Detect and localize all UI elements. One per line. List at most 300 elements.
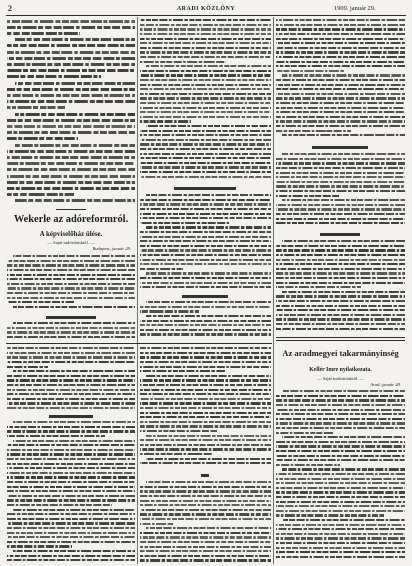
text-line bbox=[140, 171, 271, 173]
text-line bbox=[140, 134, 271, 136]
text-line bbox=[140, 306, 271, 308]
text-line bbox=[140, 320, 271, 322]
text-line bbox=[140, 157, 271, 159]
text-line bbox=[276, 413, 405, 415]
text-line bbox=[7, 430, 135, 432]
body-text bbox=[7, 254, 135, 312]
text-line bbox=[13, 421, 135, 423]
text-line bbox=[7, 32, 80, 35]
text-line bbox=[140, 402, 271, 404]
text-line bbox=[282, 436, 405, 438]
text-line bbox=[276, 501, 405, 503]
text-line bbox=[15, 199, 135, 202]
text-line bbox=[7, 88, 135, 91]
text-line bbox=[7, 361, 135, 363]
text-line bbox=[276, 130, 351, 132]
text-line bbox=[276, 445, 405, 447]
text-line bbox=[140, 166, 271, 168]
text-line bbox=[276, 318, 405, 320]
text-line bbox=[140, 555, 271, 557]
dateline: Budapest, január 28. bbox=[92, 246, 131, 251]
text-line bbox=[276, 409, 405, 411]
text-line bbox=[276, 277, 405, 279]
text-line bbox=[7, 336, 135, 338]
text-line bbox=[13, 322, 135, 324]
text-line bbox=[7, 297, 135, 299]
text-line bbox=[276, 162, 405, 164]
text-line bbox=[276, 167, 405, 169]
text-line bbox=[140, 249, 271, 251]
text-line bbox=[7, 536, 135, 538]
text-line bbox=[146, 481, 271, 483]
text-line bbox=[276, 272, 405, 274]
text-line bbox=[282, 519, 405, 521]
text-line bbox=[7, 119, 135, 122]
text-line bbox=[140, 84, 271, 86]
text-line bbox=[7, 402, 135, 404]
feuilleton-rule bbox=[6, 343, 272, 344]
text-line bbox=[140, 139, 271, 141]
text-line bbox=[276, 524, 405, 526]
text-line bbox=[7, 472, 135, 474]
section-subheading bbox=[312, 146, 368, 149]
text-line bbox=[140, 222, 229, 224]
text-line bbox=[282, 291, 405, 293]
text-line bbox=[7, 26, 135, 29]
text-line bbox=[7, 168, 135, 171]
text-line bbox=[146, 527, 271, 529]
text-line bbox=[7, 63, 135, 66]
text-line bbox=[276, 47, 405, 49]
text-line bbox=[7, 499, 135, 501]
text-line bbox=[7, 264, 135, 266]
text-line bbox=[276, 116, 405, 118]
body-text bbox=[7, 420, 135, 563]
text-line bbox=[7, 20, 135, 23]
text-line bbox=[140, 24, 271, 26]
text-line bbox=[140, 310, 199, 312]
text-line bbox=[276, 547, 405, 549]
text-line bbox=[276, 418, 405, 420]
text-line bbox=[140, 448, 271, 450]
text-line bbox=[7, 57, 135, 60]
body-text bbox=[7, 346, 135, 412]
text-line bbox=[276, 314, 405, 316]
text-line bbox=[140, 356, 271, 358]
body-text bbox=[140, 18, 271, 183]
text-line bbox=[276, 28, 405, 30]
text-line bbox=[7, 435, 105, 437]
text-line bbox=[140, 19, 271, 21]
article-separator bbox=[56, 209, 86, 210]
text-line bbox=[7, 51, 135, 54]
text-line bbox=[140, 324, 271, 326]
text-line bbox=[140, 213, 271, 215]
text-line bbox=[7, 269, 135, 271]
text-line bbox=[7, 156, 135, 159]
text-line bbox=[13, 440, 135, 442]
text-line bbox=[140, 51, 271, 53]
text-line bbox=[276, 176, 405, 178]
body-text bbox=[140, 193, 271, 291]
section-subheading bbox=[46, 316, 96, 319]
text-line bbox=[7, 453, 135, 455]
column-divider bbox=[137, 17, 138, 564]
text-line bbox=[140, 203, 271, 205]
headline: Az aradmegyei takarmányinség bbox=[282, 348, 399, 358]
text-line bbox=[140, 70, 271, 72]
text-line bbox=[13, 509, 135, 511]
text-line bbox=[140, 97, 271, 99]
text-line bbox=[140, 245, 271, 247]
text-line bbox=[7, 467, 135, 469]
text-line bbox=[140, 393, 271, 395]
text-line bbox=[140, 559, 271, 561]
text-line bbox=[276, 102, 405, 104]
text-line bbox=[7, 69, 135, 72]
text-line bbox=[140, 277, 271, 279]
text-line bbox=[7, 352, 135, 354]
text-line bbox=[276, 125, 405, 127]
text-line bbox=[140, 286, 271, 288]
text-line bbox=[7, 398, 135, 400]
text-line bbox=[276, 305, 405, 307]
text-line bbox=[276, 263, 405, 265]
text-line bbox=[276, 51, 405, 53]
article-separator bbox=[276, 340, 405, 341]
text-line bbox=[140, 47, 271, 49]
text-line bbox=[140, 444, 271, 446]
text-line bbox=[276, 249, 405, 251]
text-line bbox=[146, 272, 271, 274]
text-line bbox=[140, 509, 271, 511]
text-line bbox=[140, 366, 271, 368]
text-line bbox=[140, 88, 271, 90]
text-line bbox=[146, 226, 271, 228]
text-line bbox=[7, 125, 135, 128]
text-line bbox=[276, 24, 405, 26]
article-separator bbox=[276, 337, 405, 338]
text-line bbox=[276, 208, 405, 210]
text-line bbox=[276, 464, 340, 466]
text-line bbox=[7, 283, 135, 285]
text-line bbox=[140, 56, 271, 58]
text-line bbox=[140, 379, 271, 381]
text-line bbox=[140, 536, 271, 538]
text-line bbox=[7, 426, 135, 428]
text-line bbox=[140, 263, 271, 265]
section-subheading bbox=[174, 187, 236, 190]
text-line bbox=[140, 259, 271, 261]
text-line bbox=[7, 274, 135, 276]
text-line bbox=[140, 93, 271, 95]
body-text bbox=[140, 300, 271, 341]
text-line bbox=[276, 111, 405, 113]
text-line bbox=[276, 459, 405, 461]
text-line bbox=[7, 131, 135, 134]
text-line bbox=[276, 487, 405, 489]
text-line bbox=[7, 193, 74, 196]
text-line bbox=[15, 144, 135, 147]
dateline: Arad, január 28. bbox=[370, 382, 401, 387]
text-line bbox=[276, 65, 405, 67]
text-line bbox=[140, 102, 271, 104]
text-line bbox=[7, 384, 135, 386]
text-line bbox=[7, 481, 135, 483]
text-line bbox=[140, 231, 271, 233]
text-line bbox=[140, 282, 271, 284]
text-line bbox=[276, 286, 361, 288]
text-line bbox=[140, 370, 225, 372]
text-line bbox=[140, 254, 271, 256]
text-line bbox=[7, 44, 135, 47]
text-line bbox=[7, 541, 135, 543]
text-line bbox=[276, 422, 405, 424]
text-line bbox=[276, 61, 405, 63]
text-line bbox=[140, 120, 191, 122]
section-subheading bbox=[320, 233, 360, 236]
text-line bbox=[7, 94, 135, 97]
text-line bbox=[282, 390, 405, 392]
text-line bbox=[7, 490, 135, 492]
text-line bbox=[7, 513, 135, 515]
headline: Wekerle az adóreformról. bbox=[13, 214, 129, 225]
text-line bbox=[276, 268, 405, 270]
text-line bbox=[276, 455, 405, 457]
text-line bbox=[140, 352, 271, 354]
text-line bbox=[7, 555, 135, 557]
text-line bbox=[276, 510, 405, 512]
text-line bbox=[276, 478, 405, 480]
text-line bbox=[140, 79, 271, 81]
text-line bbox=[7, 162, 135, 165]
text-line bbox=[140, 236, 271, 238]
text-line bbox=[140, 162, 271, 164]
text-line bbox=[140, 513, 271, 515]
text-line bbox=[7, 495, 135, 497]
text-line bbox=[140, 268, 183, 270]
text-line bbox=[276, 84, 405, 86]
text-line bbox=[276, 19, 405, 21]
text-line bbox=[276, 172, 405, 174]
text-line bbox=[276, 482, 405, 484]
section-number bbox=[201, 474, 209, 477]
text-line bbox=[140, 208, 271, 210]
text-line bbox=[15, 38, 135, 41]
text-line bbox=[13, 550, 135, 552]
text-line bbox=[140, 504, 271, 506]
text-line bbox=[276, 473, 405, 475]
text-line bbox=[276, 528, 405, 530]
text-line bbox=[140, 495, 271, 497]
text-line bbox=[146, 301, 271, 303]
text-line bbox=[140, 199, 271, 201]
text-line bbox=[276, 404, 405, 406]
text-line bbox=[146, 65, 271, 67]
text-line bbox=[140, 523, 173, 525]
text-line bbox=[140, 61, 226, 63]
text-line bbox=[276, 309, 405, 311]
text-line bbox=[7, 366, 48, 368]
text-line bbox=[282, 153, 405, 155]
text-line bbox=[146, 375, 271, 377]
text-line bbox=[140, 462, 271, 464]
text-line bbox=[7, 331, 135, 333]
text-line bbox=[7, 486, 135, 488]
text-line bbox=[282, 199, 405, 201]
text-line bbox=[7, 150, 135, 153]
text-line bbox=[140, 333, 271, 335]
text-line bbox=[140, 143, 271, 145]
text-line bbox=[276, 328, 405, 330]
text-line bbox=[140, 518, 271, 520]
text-line bbox=[146, 435, 271, 437]
text-line bbox=[7, 407, 135, 409]
text-line bbox=[7, 137, 78, 140]
text-line bbox=[140, 176, 271, 178]
text-line bbox=[276, 93, 405, 95]
text-line bbox=[276, 295, 405, 297]
text-line bbox=[140, 500, 271, 502]
text-line bbox=[140, 421, 271, 423]
text-line bbox=[276, 33, 405, 35]
text-line bbox=[140, 384, 271, 386]
text-line bbox=[7, 292, 135, 294]
section-subheading bbox=[49, 415, 93, 418]
text-line bbox=[140, 153, 271, 155]
text-line bbox=[276, 441, 405, 443]
text-line bbox=[7, 100, 135, 103]
text-line bbox=[7, 379, 135, 381]
text-line bbox=[7, 444, 135, 446]
newspaper-title: ARADI KÖZLÖNY bbox=[176, 6, 236, 12]
text-line bbox=[15, 113, 135, 116]
body-text bbox=[140, 480, 271, 563]
text-line bbox=[276, 259, 405, 261]
body-text bbox=[276, 239, 405, 333]
subheadline: Kellér Imre nyilatkozata. bbox=[309, 367, 372, 373]
column-divider bbox=[273, 17, 274, 564]
text-line bbox=[276, 56, 405, 58]
text-line bbox=[140, 486, 271, 488]
body-text bbox=[276, 152, 405, 229]
text-line bbox=[7, 347, 135, 349]
text-line bbox=[7, 181, 135, 184]
text-line bbox=[276, 70, 344, 72]
text-line bbox=[7, 389, 135, 391]
text-line bbox=[140, 453, 213, 455]
text-line bbox=[7, 458, 135, 460]
text-line bbox=[276, 282, 405, 284]
text-line bbox=[276, 213, 405, 215]
text-line bbox=[7, 260, 135, 262]
body-text bbox=[140, 346, 271, 470]
text-line bbox=[7, 449, 135, 451]
masthead-rule bbox=[6, 15, 406, 16]
text-line bbox=[282, 468, 405, 470]
text-line bbox=[140, 240, 271, 242]
text-line bbox=[140, 541, 271, 543]
text-line bbox=[140, 546, 271, 548]
text-line bbox=[7, 476, 135, 478]
text-line bbox=[140, 550, 271, 552]
text-line bbox=[140, 148, 271, 150]
text-line bbox=[7, 504, 112, 506]
text-line bbox=[140, 389, 271, 391]
text-line bbox=[7, 327, 135, 329]
body-text bbox=[7, 18, 135, 207]
byline: — Saját tudósítónktól. — bbox=[47, 240, 95, 245]
text-line bbox=[276, 427, 405, 429]
text-line bbox=[140, 361, 271, 363]
text-line bbox=[140, 412, 271, 414]
text-line bbox=[140, 116, 271, 118]
body-text bbox=[276, 389, 405, 563]
text-line bbox=[140, 74, 271, 76]
text-line bbox=[276, 450, 405, 452]
text-line bbox=[276, 533, 405, 535]
text-line bbox=[140, 217, 271, 219]
text-line bbox=[13, 370, 135, 372]
text-line bbox=[140, 111, 271, 113]
text-line bbox=[7, 175, 135, 178]
text-line bbox=[7, 559, 135, 561]
text-line bbox=[7, 527, 135, 529]
text-line bbox=[276, 395, 405, 397]
text-line bbox=[140, 532, 271, 534]
text-line bbox=[140, 38, 271, 40]
text-line bbox=[282, 74, 405, 76]
text-line bbox=[7, 187, 135, 190]
text-line bbox=[13, 255, 135, 257]
text-line bbox=[7, 522, 135, 524]
text-line bbox=[282, 240, 405, 242]
text-line bbox=[7, 532, 135, 534]
section-subheading bbox=[182, 295, 228, 298]
text-line bbox=[276, 432, 333, 434]
text-line bbox=[140, 347, 271, 349]
text-line bbox=[276, 107, 405, 109]
text-line bbox=[276, 38, 405, 40]
text-line bbox=[276, 556, 405, 558]
text-line bbox=[140, 28, 271, 30]
text-line bbox=[276, 491, 405, 493]
text-line bbox=[276, 88, 405, 90]
subheadline: A képviselőház ülése. bbox=[39, 230, 103, 238]
text-line bbox=[140, 398, 271, 400]
text-line bbox=[276, 505, 405, 507]
text-line bbox=[276, 158, 405, 160]
text-line bbox=[140, 130, 271, 132]
text-line bbox=[276, 245, 405, 247]
text-line bbox=[15, 82, 135, 85]
body-text bbox=[7, 321, 135, 341]
text-line bbox=[276, 323, 405, 325]
text-line bbox=[276, 181, 405, 183]
text-line bbox=[146, 194, 271, 196]
text-line bbox=[146, 458, 271, 460]
text-line bbox=[7, 518, 135, 520]
text-line bbox=[140, 439, 271, 441]
text-line bbox=[276, 254, 405, 256]
text-line bbox=[276, 496, 405, 498]
text-line bbox=[276, 514, 384, 516]
text-line bbox=[7, 393, 135, 395]
text-line bbox=[276, 222, 405, 224]
text-line bbox=[276, 218, 405, 220]
text-line bbox=[140, 107, 271, 109]
text-line bbox=[276, 120, 405, 122]
